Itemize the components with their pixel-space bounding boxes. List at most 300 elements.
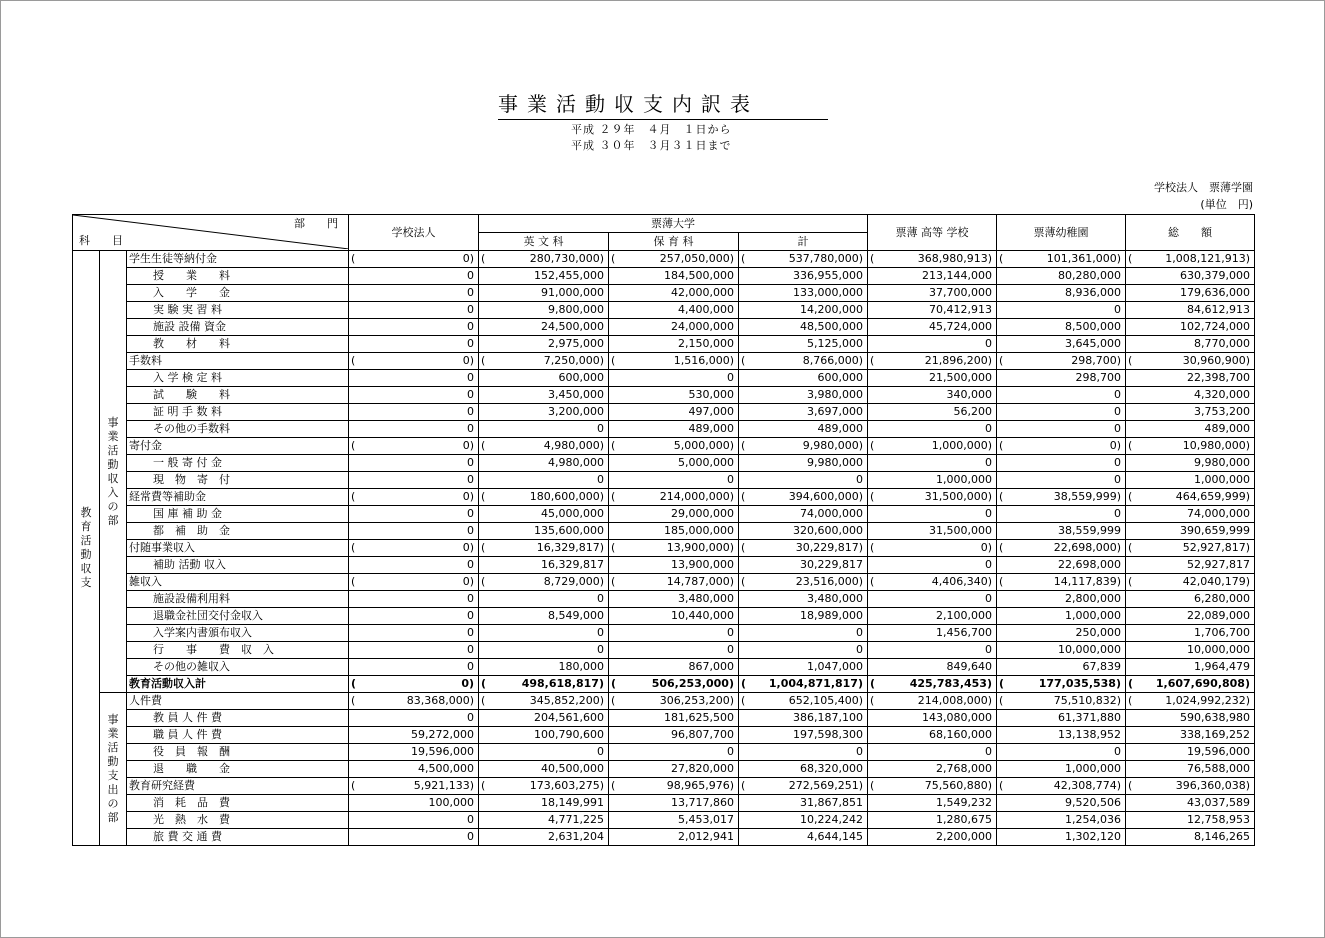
row-label: 入 学 検 定 料 xyxy=(127,370,349,387)
cell-value xyxy=(739,778,868,795)
cell-value: 179,636,000 xyxy=(1126,285,1255,302)
table-row xyxy=(73,404,1255,421)
unit-label: (単位 円) xyxy=(1200,198,1253,211)
cell-value: 27,820,000 xyxy=(609,761,739,778)
cell-value: 10,224,242 xyxy=(739,812,868,829)
paren-value: 42,040,179) xyxy=(1182,575,1250,588)
cell-value: 0 xyxy=(868,557,997,574)
cell-value xyxy=(997,489,1126,506)
cell-value: 0 xyxy=(349,591,479,608)
cell-value: 0 xyxy=(479,642,609,659)
paren-value: 38,559,999) xyxy=(1053,490,1121,503)
paren-open: ( xyxy=(351,252,356,265)
row-label: 試 験 料 xyxy=(127,387,349,404)
cell-value: 9,520,506 xyxy=(997,795,1126,812)
row-label: 施設設備利用料 xyxy=(127,591,349,608)
cell-value xyxy=(868,251,997,268)
cell-value xyxy=(609,353,739,370)
cell-value: 24,000,000 xyxy=(609,319,739,336)
paren-value: 4,406,340) xyxy=(931,575,992,588)
cell-value: 0 xyxy=(997,404,1126,421)
cell-value xyxy=(479,676,609,693)
table-row xyxy=(73,523,1255,540)
cell-value: 0 xyxy=(609,370,739,387)
table-row xyxy=(73,710,1255,727)
paren-open: ( xyxy=(741,694,746,707)
paren-value: 21,896,200) xyxy=(924,354,992,367)
header-total: 総 額 xyxy=(1126,215,1255,251)
paren-open: ( xyxy=(999,354,1004,367)
period-to: 平成 ３０年 ３月３１日まで xyxy=(571,139,732,152)
cell-value xyxy=(349,778,479,795)
cell-value: 4,771,225 xyxy=(479,812,609,829)
cell-value: 2,012,941 xyxy=(609,829,739,846)
table-row xyxy=(73,778,1255,795)
cell-value: 0 xyxy=(349,421,479,438)
cell-value: 100,000 xyxy=(349,795,479,812)
cell-value: 0 xyxy=(868,506,997,523)
cell-value xyxy=(349,540,479,557)
cell-value xyxy=(1126,574,1255,591)
cell-value xyxy=(349,489,479,506)
cell-value: 386,187,100 xyxy=(739,710,868,727)
cell-value: 9,980,000 xyxy=(739,455,868,472)
paren-open: ( xyxy=(481,490,486,503)
cell-value xyxy=(349,693,479,710)
paren-open: ( xyxy=(999,779,1004,792)
cell-value: 1,549,232 xyxy=(868,795,997,812)
cell-value: 19,596,000 xyxy=(349,744,479,761)
cell-value xyxy=(609,778,739,795)
table-row xyxy=(73,574,1255,591)
cell-value xyxy=(868,489,997,506)
cell-value: 298,700 xyxy=(997,370,1126,387)
cell-value xyxy=(479,489,609,506)
cell-value: 184,500,000 xyxy=(609,268,739,285)
paren-value: 368,980,913) xyxy=(917,252,992,265)
cell-value: 3,980,000 xyxy=(739,387,868,404)
cell-value: 135,600,000 xyxy=(479,523,609,540)
cell-value: 0 xyxy=(349,472,479,489)
header-high: 票薄 高等 学校 xyxy=(868,215,997,251)
paren-value: 13,900,000) xyxy=(666,541,734,554)
organization-name: 学校法人 票薄学園 xyxy=(1154,181,1253,194)
cell-value: 867,000 xyxy=(609,659,739,676)
cell-value: 2,150,000 xyxy=(609,336,739,353)
cell-value xyxy=(739,438,868,455)
paren-value: 4,980,000) xyxy=(543,439,604,452)
cell-value: 5,125,000 xyxy=(739,336,868,353)
cell-value: 48,500,000 xyxy=(739,319,868,336)
cell-value xyxy=(868,778,997,795)
cell-value: 0 xyxy=(349,829,479,846)
paren-value: 0) xyxy=(1109,439,1121,452)
cell-value: 3,645,000 xyxy=(997,336,1126,353)
cell-value: 630,379,000 xyxy=(1126,268,1255,285)
cell-value xyxy=(479,540,609,557)
table-row xyxy=(73,285,1255,302)
cell-value xyxy=(739,251,868,268)
cell-value xyxy=(868,574,997,591)
cell-value: 31,867,851 xyxy=(739,795,868,812)
cell-value: 143,080,000 xyxy=(868,710,997,727)
cell-value: 204,561,600 xyxy=(479,710,609,727)
cell-value: 6,280,000 xyxy=(1126,591,1255,608)
paren-open: ( xyxy=(351,694,356,707)
cell-value: 21,500,000 xyxy=(868,370,997,387)
row-label: 光 熱 水 費 xyxy=(127,812,349,829)
paren-open: ( xyxy=(870,779,875,792)
paren-open: ( xyxy=(611,439,616,452)
row-label: 証 明 手 数 料 xyxy=(127,404,349,421)
paren-open: ( xyxy=(611,694,616,707)
paren-open: ( xyxy=(741,541,746,554)
paren-open: ( xyxy=(1128,575,1133,588)
cell-value xyxy=(609,693,739,710)
cell-value: 2,975,000 xyxy=(479,336,609,353)
cell-value: 13,138,952 xyxy=(997,727,1126,744)
cell-value: 0 xyxy=(479,625,609,642)
paren-open: ( xyxy=(999,541,1004,554)
cell-value: 1,000,000 xyxy=(997,761,1126,778)
table-row xyxy=(73,438,1255,455)
row-label: 経常費等補助金 xyxy=(127,489,349,506)
period-from: 平成 ２９年 ４月 １日から xyxy=(571,123,732,136)
paren-open: ( xyxy=(870,694,875,707)
cell-value xyxy=(609,251,739,268)
cell-value xyxy=(479,438,609,455)
row-label: 雑収入 xyxy=(127,574,349,591)
cell-value: 152,455,000 xyxy=(479,268,609,285)
paren-open: ( xyxy=(1128,694,1133,707)
paren-value: 52,927,817) xyxy=(1182,541,1250,554)
cell-value xyxy=(1126,251,1255,268)
cell-value: 74,000,000 xyxy=(739,506,868,523)
cell-value: 4,400,000 xyxy=(609,302,739,319)
cell-value xyxy=(609,574,739,591)
table-row xyxy=(73,625,1255,642)
paren-open: ( xyxy=(481,439,486,452)
header-subject: 科 目 xyxy=(79,234,123,247)
cell-value xyxy=(609,676,739,693)
cell-value: 0 xyxy=(479,591,609,608)
cell-value: 18,149,991 xyxy=(479,795,609,812)
cell-value: 320,600,000 xyxy=(739,523,868,540)
cell-value: 0 xyxy=(997,455,1126,472)
cell-value xyxy=(609,540,739,557)
cell-value: 0 xyxy=(868,642,997,659)
paren-open: ( xyxy=(611,354,616,367)
cell-value xyxy=(739,489,868,506)
cell-value xyxy=(997,438,1126,455)
cell-value: 600,000 xyxy=(739,370,868,387)
cell-value: 600,000 xyxy=(479,370,609,387)
cell-value: 59,272,000 xyxy=(349,727,479,744)
paren-value: 14,787,000) xyxy=(666,575,734,588)
cell-value: 80,280,000 xyxy=(997,268,1126,285)
row-label: 教育活動収入計 xyxy=(127,676,349,693)
paren-open: ( xyxy=(870,575,875,588)
paren-value: 75,510,832) xyxy=(1053,694,1121,707)
paren-open: ( xyxy=(1128,779,1133,792)
cell-value: 61,371,880 xyxy=(997,710,1126,727)
cell-value xyxy=(868,693,997,710)
header-corp: 学校法人 xyxy=(349,215,479,251)
cell-value: 0 xyxy=(739,472,868,489)
paren-value: 101,361,000) xyxy=(1046,252,1121,265)
paren-value: 180,600,000) xyxy=(529,490,604,503)
cell-value: 0 xyxy=(349,506,479,523)
paren-value: 98,965,976) xyxy=(666,779,734,792)
cell-value xyxy=(997,251,1126,268)
cell-value: 0 xyxy=(349,319,479,336)
row-label: 施設 設備 資金 xyxy=(127,319,349,336)
row-label: 退職金社団交付金収入 xyxy=(127,608,349,625)
cell-value xyxy=(1126,778,1255,795)
paren-value: 16,329,817) xyxy=(536,541,604,554)
cell-value: 0 xyxy=(349,710,479,727)
table-row xyxy=(73,506,1255,523)
table-row xyxy=(73,302,1255,319)
income-expense-table xyxy=(72,214,1255,846)
paren-value: 280,730,000) xyxy=(529,252,604,265)
paren-open: ( xyxy=(870,354,875,367)
paren-open: ( xyxy=(1128,677,1134,690)
cell-value: 70,412,913 xyxy=(868,302,997,319)
paren-value: 177,035,538) xyxy=(1038,677,1121,690)
cell-value: 0 xyxy=(997,744,1126,761)
cell-value: 1,280,675 xyxy=(868,812,997,829)
cell-value: 2,631,204 xyxy=(479,829,609,846)
paren-open: ( xyxy=(870,439,875,452)
paren-open: ( xyxy=(999,252,1004,265)
cell-value: 0 xyxy=(349,625,479,642)
cell-value: 4,980,000 xyxy=(479,455,609,472)
table-row xyxy=(73,659,1255,676)
paren-value: 0) xyxy=(980,541,992,554)
page-title: 事業活動収支内訳表 xyxy=(498,88,828,120)
cell-value: 76,588,000 xyxy=(1126,761,1255,778)
table-row xyxy=(73,353,1255,370)
cell-value: 185,000,000 xyxy=(609,523,739,540)
cell-value: 0 xyxy=(739,625,868,642)
paren-value: 506,253,000) xyxy=(651,677,734,690)
row-label: 職 員 人 件 費 xyxy=(127,727,349,744)
section-outer-text: 教育活動収支 xyxy=(80,506,92,589)
cell-value: 10,000,000 xyxy=(1126,642,1255,659)
cell-value: 0 xyxy=(349,404,479,421)
paren-open: ( xyxy=(1128,541,1133,554)
section-text: 事業活動収入の部 xyxy=(107,415,119,527)
cell-value: 180,000 xyxy=(479,659,609,676)
paren-open: ( xyxy=(1128,439,1133,452)
row-label: 都 補 助 金 xyxy=(127,523,349,540)
paren-value: 396,360,038) xyxy=(1175,779,1250,792)
cell-value: 18,989,000 xyxy=(739,608,868,625)
cell-value: 0 xyxy=(868,336,997,353)
table-row xyxy=(73,387,1255,404)
paren-value: 394,600,000) xyxy=(788,490,863,503)
cell-value xyxy=(997,540,1126,557)
table-row xyxy=(73,455,1255,472)
section-text: 事業活動支出の部 xyxy=(107,713,119,824)
table-body xyxy=(73,251,1255,846)
table-row xyxy=(73,608,1255,625)
cell-value xyxy=(1126,693,1255,710)
paren-value: 0) xyxy=(462,490,474,503)
cell-value xyxy=(479,778,609,795)
paren-open: ( xyxy=(999,694,1004,707)
cell-value: 1,000,000 xyxy=(868,472,997,489)
cell-value: 213,144,000 xyxy=(868,268,997,285)
cell-value: 3,200,000 xyxy=(479,404,609,421)
cell-value: 338,169,252 xyxy=(1126,727,1255,744)
cell-value: 489,000 xyxy=(609,421,739,438)
table-row xyxy=(73,268,1255,285)
cell-value xyxy=(349,353,479,370)
paren-value: 0) xyxy=(462,575,474,588)
cell-value: 530,000 xyxy=(609,387,739,404)
table-row xyxy=(73,744,1255,761)
paren-value: 1,004,871,817) xyxy=(768,677,863,690)
cell-value: 9,800,000 xyxy=(479,302,609,319)
row-label: 補助 活動 収入 xyxy=(127,557,349,574)
cell-value: 14,200,000 xyxy=(739,302,868,319)
table-row xyxy=(73,336,1255,353)
cell-value: 1,000,000 xyxy=(997,608,1126,625)
cell-value: 0 xyxy=(349,523,479,540)
paren-open: ( xyxy=(611,677,617,690)
cell-value: 0 xyxy=(609,744,739,761)
paren-open: ( xyxy=(1128,490,1133,503)
paren-open: ( xyxy=(611,252,616,265)
cell-value: 0 xyxy=(609,472,739,489)
row-label: その他の雑収入 xyxy=(127,659,349,676)
header-univ: 票薄大学 xyxy=(479,215,868,233)
cell-value: 1,706,700 xyxy=(1126,625,1255,642)
cell-value: 5,453,017 xyxy=(609,812,739,829)
paren-open: ( xyxy=(351,490,356,503)
cell-value xyxy=(349,438,479,455)
paren-open: ( xyxy=(999,677,1005,690)
paren-value: 30,229,817) xyxy=(795,541,863,554)
cell-value xyxy=(349,676,479,693)
paren-value: 537,780,000) xyxy=(788,252,863,265)
cell-value: 22,089,000 xyxy=(1126,608,1255,625)
paren-open: ( xyxy=(611,575,616,588)
row-label: 実 験 実 習 料 xyxy=(127,302,349,319)
header-corner-cell xyxy=(73,215,349,251)
paren-value: 30,960,900) xyxy=(1182,354,1250,367)
table-row xyxy=(73,795,1255,812)
cell-value: 0 xyxy=(349,336,479,353)
cell-value: 4,320,000 xyxy=(1126,387,1255,404)
table-row xyxy=(73,642,1255,659)
cell-value: 197,598,300 xyxy=(739,727,868,744)
cell-value: 489,000 xyxy=(1126,421,1255,438)
paren-value: 22,698,000) xyxy=(1053,541,1121,554)
paren-open: ( xyxy=(351,575,356,588)
cell-value xyxy=(868,353,997,370)
cell-value: 2,768,000 xyxy=(868,761,997,778)
cell-value: 250,000 xyxy=(997,625,1126,642)
cell-value: 9,980,000 xyxy=(1126,455,1255,472)
paren-value: 10,980,000) xyxy=(1182,439,1250,452)
cell-value: 30,229,817 xyxy=(739,557,868,574)
row-label: 旅 費 交 通 費 xyxy=(127,829,349,846)
cell-value: 0 xyxy=(997,506,1126,523)
paren-value: 1,000,000) xyxy=(931,439,992,452)
cell-value: 12,758,953 xyxy=(1126,812,1255,829)
paren-open: ( xyxy=(1128,354,1133,367)
cell-value: 40,500,000 xyxy=(479,761,609,778)
cell-value: 8,146,265 xyxy=(1126,829,1255,846)
paren-open: ( xyxy=(481,252,486,265)
paren-open: ( xyxy=(999,439,1004,452)
cell-value: 4,500,000 xyxy=(349,761,479,778)
cell-value: 29,000,000 xyxy=(609,506,739,523)
row-label: 学生生徒等納付金 xyxy=(127,251,349,268)
cell-value: 4,644,145 xyxy=(739,829,868,846)
paren-value: 1,024,992,232) xyxy=(1165,694,1250,707)
table-row xyxy=(73,472,1255,489)
paren-value: 0) xyxy=(462,439,474,452)
cell-value xyxy=(1126,489,1255,506)
section-outer-label xyxy=(73,251,100,846)
table-row xyxy=(73,591,1255,608)
row-label: 退 職 金 xyxy=(127,761,349,778)
cell-value xyxy=(739,693,868,710)
cell-value: 1,254,036 xyxy=(997,812,1126,829)
cell-value: 5,000,000 xyxy=(609,455,739,472)
paren-open: ( xyxy=(741,779,746,792)
paren-open: ( xyxy=(481,575,486,588)
cell-value: 52,927,817 xyxy=(1126,557,1255,574)
paren-open: ( xyxy=(351,541,356,554)
table-row xyxy=(73,421,1255,438)
paren-value: 7,250,000) xyxy=(543,354,604,367)
row-label: 入学案内書頒布収入 xyxy=(127,625,349,642)
cell-value: 0 xyxy=(609,642,739,659)
cell-value xyxy=(479,353,609,370)
paren-value: 0) xyxy=(462,354,474,367)
paren-open: ( xyxy=(611,541,616,554)
paren-open: ( xyxy=(351,354,356,367)
table-row xyxy=(73,676,1255,693)
header-dept: 部 門 xyxy=(294,217,338,230)
cell-value xyxy=(997,693,1126,710)
cell-value xyxy=(739,574,868,591)
row-label: 行 事 費 収 入 xyxy=(127,642,349,659)
row-label: 現 物 寄 付 xyxy=(127,472,349,489)
header-kinder: 票薄幼稚園 xyxy=(997,215,1126,251)
paren-value: 272,569,251) xyxy=(788,779,863,792)
cell-value: 0 xyxy=(997,421,1126,438)
cell-value xyxy=(997,574,1126,591)
cell-value: 3,480,000 xyxy=(609,591,739,608)
cell-value: 37,700,000 xyxy=(868,285,997,302)
cell-value: 849,640 xyxy=(868,659,997,676)
paren-open: ( xyxy=(741,575,746,588)
section-income-label xyxy=(100,251,127,693)
paren-value: 1,516,000) xyxy=(673,354,734,367)
cell-value: 590,638,980 xyxy=(1126,710,1255,727)
row-label: 一 般 寄 付 金 xyxy=(127,455,349,472)
cell-value: 0 xyxy=(739,642,868,659)
cell-value: 3,753,200 xyxy=(1126,404,1255,421)
cell-value xyxy=(479,251,609,268)
paren-value: 1,607,690,808) xyxy=(1155,677,1250,690)
